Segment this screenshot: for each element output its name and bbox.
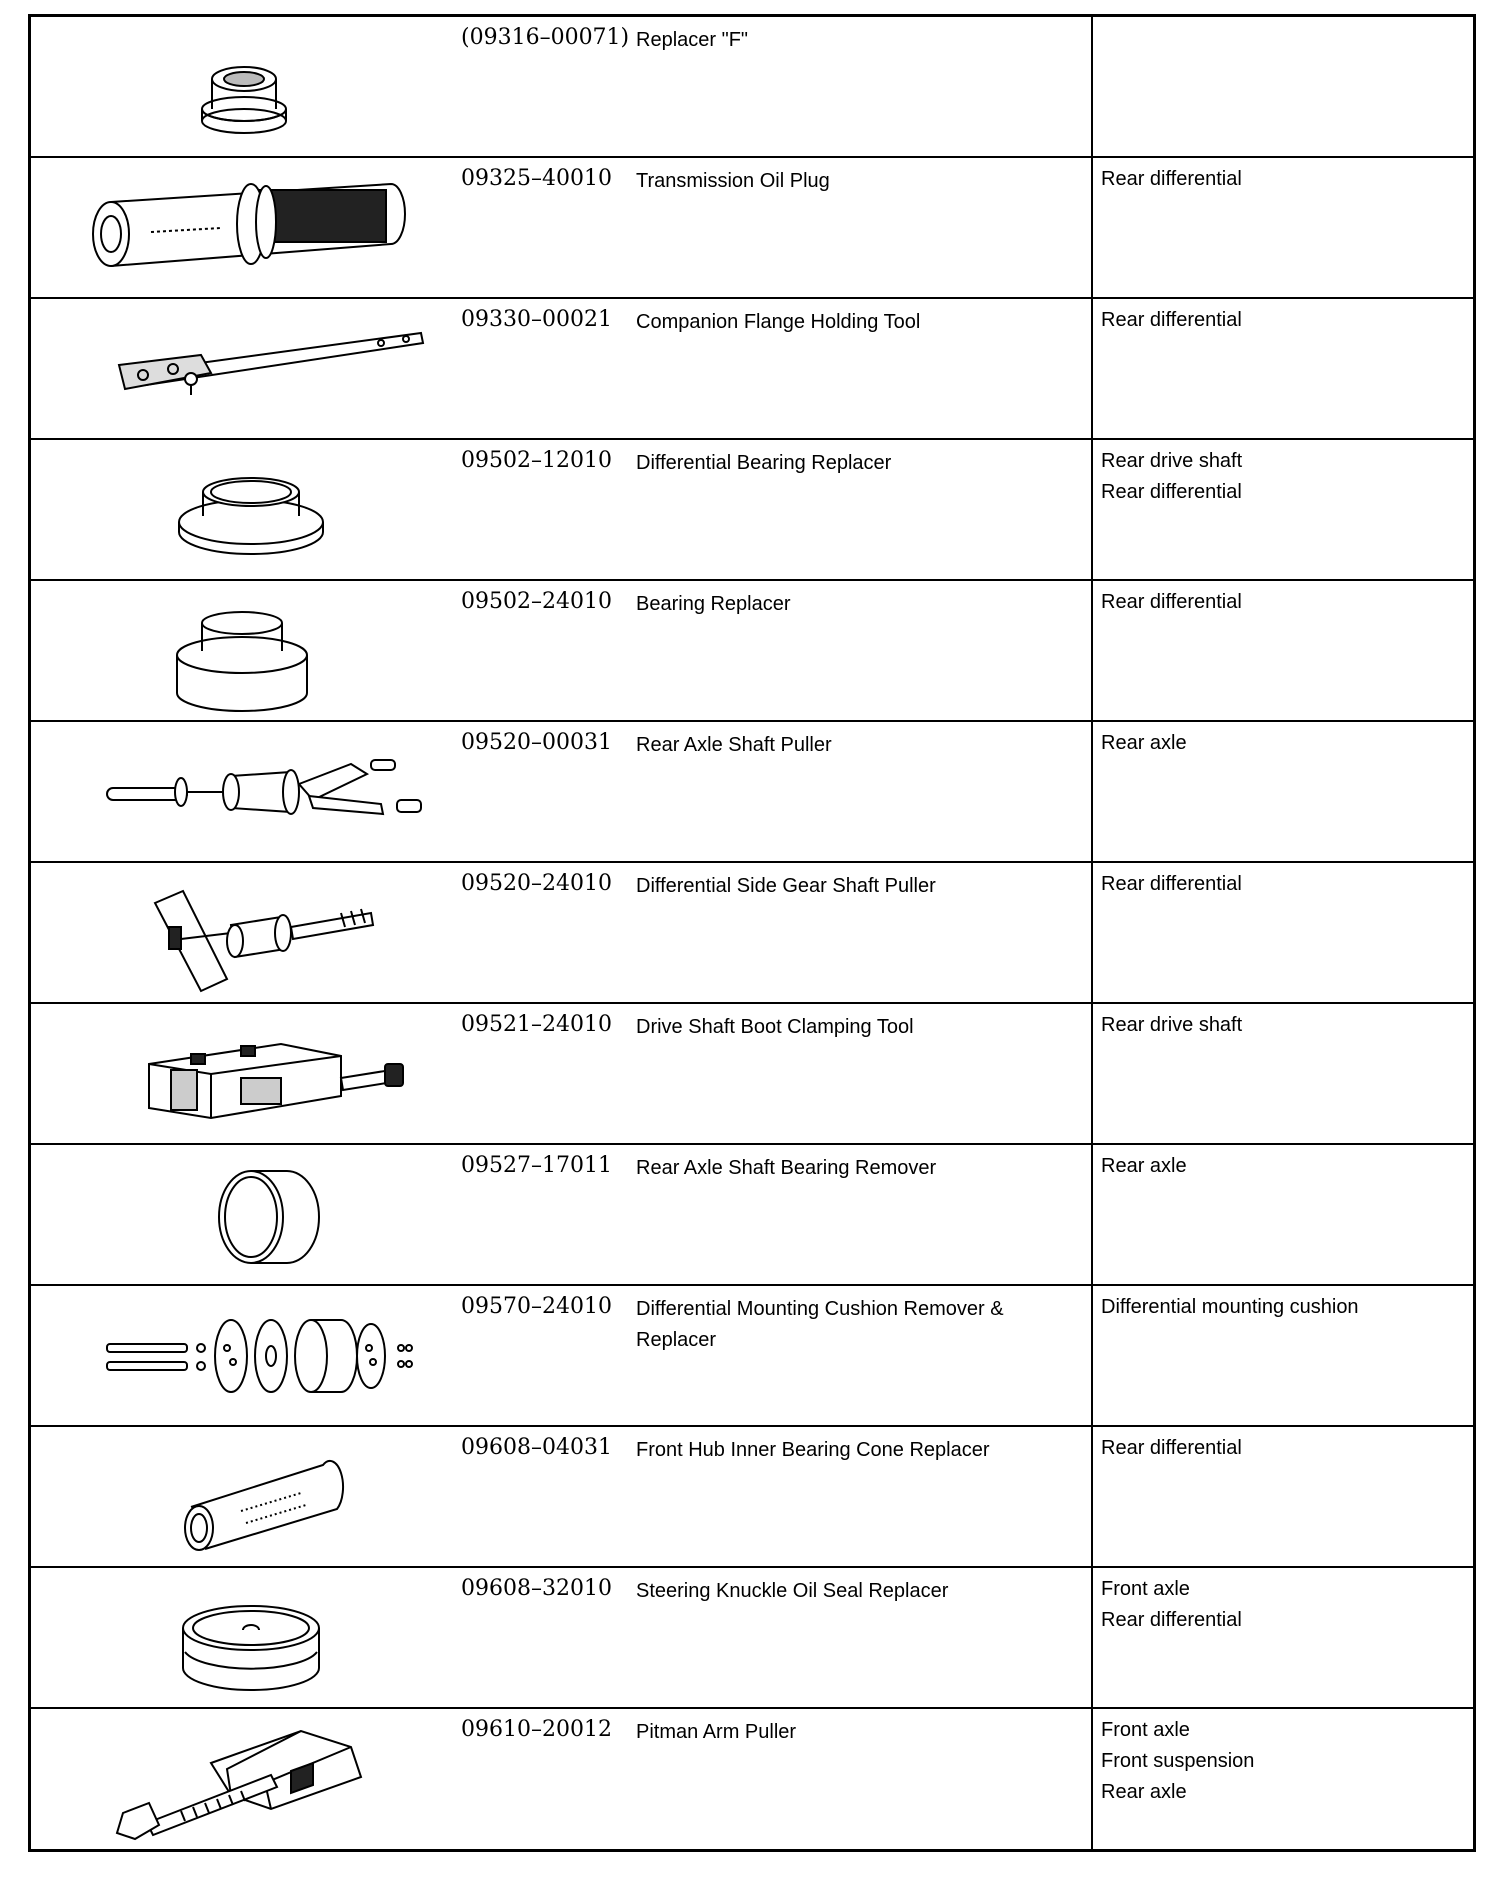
column-divider [1091, 722, 1093, 861]
part-number: 09521–24010 [461, 1012, 612, 1037]
stepped-cylinder-icon [51, 585, 451, 717]
usage-cell [1101, 164, 1461, 195]
usage-cell [1101, 1151, 1461, 1182]
tool-name: Differential Mounting Cushion Remover & Replacer [636, 1298, 1004, 1351]
usage-item: Front axle [1101, 1719, 1190, 1741]
tool-name: Differential Side Gear Shaft Puller [636, 875, 936, 897]
table-row [31, 440, 1473, 581]
usage-item: Rear drive shaft [1101, 450, 1243, 472]
table-row [31, 581, 1473, 722]
tool-name: Differential Bearing Replacer [636, 452, 892, 474]
usage-cell [1101, 1715, 1461, 1808]
tool-name: Companion Flange Holding Tool [636, 311, 921, 333]
column-divider [1091, 1568, 1093, 1707]
usage-item: Rear differential [1101, 168, 1242, 190]
usage-cell [1101, 1574, 1461, 1636]
tool-name: Front Hub Inner Bearing Cone Replacer [636, 1439, 990, 1461]
table-row [31, 299, 1473, 440]
usage-item: Rear differential [1101, 1437, 1242, 1459]
part-number: 09608–32010 [461, 1576, 612, 1601]
usage-item: Rear differential [1101, 1609, 1242, 1631]
column-divider [1091, 1004, 1093, 1143]
column-divider [1091, 299, 1093, 438]
usage-cell [1101, 446, 1461, 508]
special-tools-table [28, 14, 1476, 1852]
part-number: (09316–00071) [461, 25, 630, 50]
usage-cell [1101, 869, 1461, 900]
tool-name: Steering Knuckle Oil Seal Replacer [636, 1580, 949, 1602]
part-number: 09330–00021 [461, 307, 612, 332]
usage-item: Rear differential [1101, 873, 1242, 895]
replacer-f-icon [51, 21, 451, 153]
column-divider [1091, 158, 1093, 297]
table-row [31, 158, 1473, 299]
usage-cell [1101, 728, 1461, 759]
part-number: 09570–24010 [461, 1294, 612, 1319]
flange-holding-tool-icon [51, 303, 451, 435]
column-divider [1091, 1145, 1093, 1284]
usage-cell [1101, 1010, 1461, 1041]
tool-name: Replacer "F" [636, 29, 749, 51]
table-row [31, 17, 1473, 158]
column-divider [1091, 581, 1093, 720]
usage-item: Rear drive shaft [1101, 1014, 1243, 1036]
table-row [31, 1568, 1473, 1709]
oil-plug-tool-icon [51, 162, 451, 294]
usage-cell [1101, 1292, 1461, 1323]
part-number: 09502–12010 [461, 448, 612, 473]
table-row [31, 722, 1473, 863]
part-number: 09608–04031 [461, 1435, 612, 1460]
bearing-ring-icon [51, 444, 451, 576]
column-divider [1091, 1286, 1093, 1425]
usage-item: Front axle [1101, 1578, 1190, 1600]
column-divider [1091, 17, 1093, 156]
column-divider [1091, 1709, 1093, 1850]
usage-item: Rear differential [1101, 309, 1242, 331]
tool-name: Rear Axle Shaft Puller [636, 734, 832, 756]
table-row [31, 1427, 1473, 1568]
side-gear-puller-icon [51, 867, 451, 999]
tool-name: Bearing Replacer [636, 593, 791, 615]
table-row [31, 1286, 1473, 1427]
usage-cell [1101, 587, 1461, 618]
column-divider [1091, 863, 1093, 1002]
tool-name: Transmission Oil Plug [636, 170, 830, 192]
tool-name: Pitman Arm Puller [636, 1721, 797, 1743]
part-number: 09520–00031 [461, 730, 612, 755]
part-number: 09527–17011 [461, 1153, 612, 1178]
usage-item: Rear axle [1101, 732, 1187, 754]
seal-replacer-disc-icon [51, 1572, 451, 1704]
part-number: 09520–24010 [461, 871, 612, 896]
table-row [31, 1145, 1473, 1286]
table-row [31, 1004, 1473, 1145]
column-divider [1091, 440, 1093, 579]
table-row [31, 863, 1473, 1004]
tool-name: Rear Axle Shaft Bearing Remover [636, 1157, 937, 1179]
usage-item: Rear differential [1101, 591, 1242, 613]
usage-item: Rear axle [1101, 1781, 1187, 1803]
usage-cell [1101, 1433, 1461, 1464]
tube-replacer-icon [51, 1431, 451, 1563]
usage-item: Differential mounting cushion [1101, 1296, 1359, 1318]
tool-name: Drive Shaft Boot Clamping Tool [636, 1016, 914, 1038]
usage-cell [1101, 305, 1461, 336]
usage-item: Rear axle [1101, 1155, 1187, 1177]
part-number: 09325–40010 [461, 166, 612, 191]
part-number: 09610–20012 [461, 1717, 612, 1742]
column-divider [1091, 1427, 1093, 1566]
usage-item: Rear differential [1101, 481, 1242, 503]
part-number: 09502–24010 [461, 589, 612, 614]
usage-item: Front suspension [1101, 1750, 1255, 1772]
table-row [31, 1709, 1473, 1850]
cushion-tool-set-icon [51, 1290, 451, 1422]
pitman-arm-puller-icon [51, 1713, 451, 1845]
bearing-cup-icon [51, 1149, 451, 1281]
boot-clamping-tool-icon [51, 1008, 451, 1140]
axle-shaft-puller-icon [51, 726, 451, 858]
